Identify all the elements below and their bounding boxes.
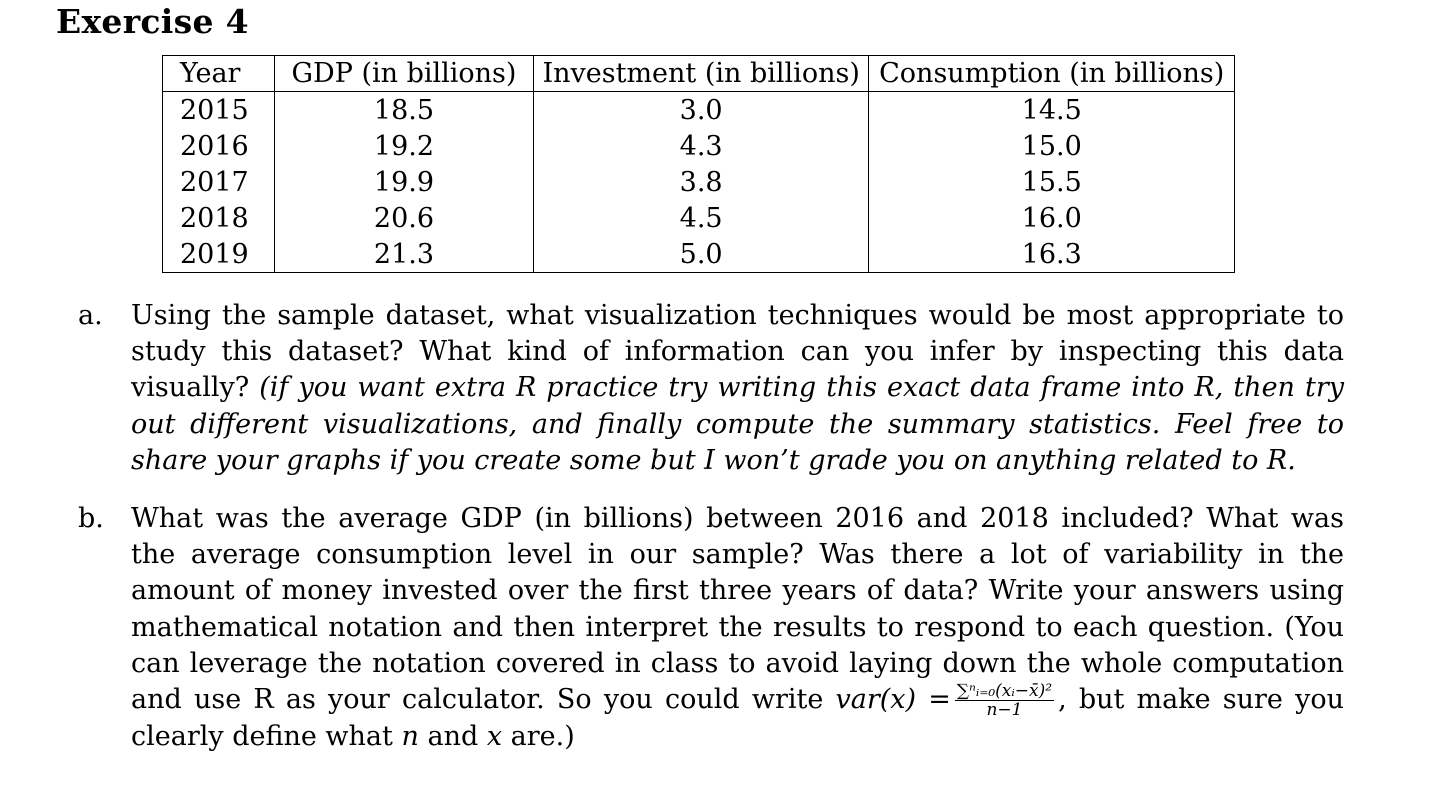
cell-gdp: 20.6 bbox=[275, 200, 534, 236]
cell-gdp: 19.9 bbox=[275, 164, 534, 200]
header-year: Year bbox=[163, 56, 275, 92]
question-a bbox=[78, 298, 1344, 479]
question-a-italic-note: (if you want extra R practice try writing this exact data frame into R, then try out different visualizations, and finally compute the summary statistics. Feel free to share your graphs if you create some but I won’t grade you on anything related to R. bbox=[131, 372, 1344, 476]
table-row bbox=[163, 128, 1235, 164]
question-b-text-4: are.) bbox=[510, 721, 575, 753]
cell-investment: 4.5 bbox=[533, 200, 869, 236]
cell-gdp: 19.2 bbox=[275, 128, 534, 164]
header-gdp: GDP (in billions) bbox=[275, 56, 534, 92]
table-row bbox=[163, 236, 1235, 273]
question-b bbox=[78, 501, 1344, 755]
cell-consumption: 14.5 bbox=[869, 92, 1235, 129]
cell-year: 2018 bbox=[163, 200, 275, 236]
questions-list bbox=[78, 298, 1344, 755]
cell-year: 2015 bbox=[163, 92, 275, 129]
question-b-label: b. bbox=[78, 503, 104, 535]
header-investment: Investment (in billions) bbox=[533, 56, 869, 92]
question-b-text-3: and bbox=[427, 721, 479, 753]
cell-investment: 4.3 bbox=[533, 128, 869, 164]
variable-n: n bbox=[401, 721, 419, 753]
table-row bbox=[163, 200, 1235, 236]
cell-consumption: 16.3 bbox=[869, 236, 1235, 273]
table-header-row bbox=[163, 56, 1235, 92]
cell-consumption: 16.0 bbox=[869, 200, 1235, 236]
formula-equals: = bbox=[928, 684, 951, 716]
header-consumption: Consumption (in billions) bbox=[869, 56, 1235, 92]
question-a-text: Using the sample dataset, what visualization techniques would be most appropriate to study this dataset? What kind of information can you infer by inspecting this data visually? bbox=[131, 300, 1344, 404]
question-a-label: a. bbox=[78, 300, 103, 331]
table-row bbox=[163, 92, 1235, 129]
cell-year: 2019 bbox=[163, 236, 275, 273]
cell-gdp: 18.5 bbox=[275, 92, 534, 129]
fraction-denominator: n−1 bbox=[986, 700, 1023, 721]
cell-consumption: 15.5 bbox=[869, 164, 1235, 200]
formula-lhs: var(x) bbox=[835, 684, 917, 716]
data-table bbox=[162, 55, 1235, 273]
table-row bbox=[163, 164, 1235, 200]
question-b-text-2: , but make sure you clearly define what bbox=[131, 684, 1344, 753]
question-b-text: What was the average GDP (in billions) between 2016 and 2018 included? What was the average consumption level in our sample? Was there a lot of variability in the amount of money invested over the first three years of data? Write your answers using mathematical notation and then interpret the results to respond to each question. (You can leverage the notation covered in class to avoid laying down the whole computation and use R as your calculator. So you could write bbox=[131, 503, 1344, 716]
variable-x: x bbox=[486, 721, 503, 753]
cell-investment: 3.8 bbox=[533, 164, 869, 200]
fraction-numerator: ∑ⁿᵢ₌₀(xᵢ−x̄)² bbox=[956, 681, 1053, 702]
cell-gdp: 21.3 bbox=[275, 236, 534, 273]
variance-fraction bbox=[955, 682, 1054, 719]
cell-year: 2016 bbox=[163, 128, 275, 164]
exercise-title: Exercise 4 bbox=[56, 2, 249, 41]
cell-investment: 3.0 bbox=[533, 92, 869, 129]
cell-consumption: 15.0 bbox=[869, 128, 1235, 164]
cell-investment: 5.0 bbox=[533, 236, 869, 273]
cell-year: 2017 bbox=[163, 164, 275, 200]
